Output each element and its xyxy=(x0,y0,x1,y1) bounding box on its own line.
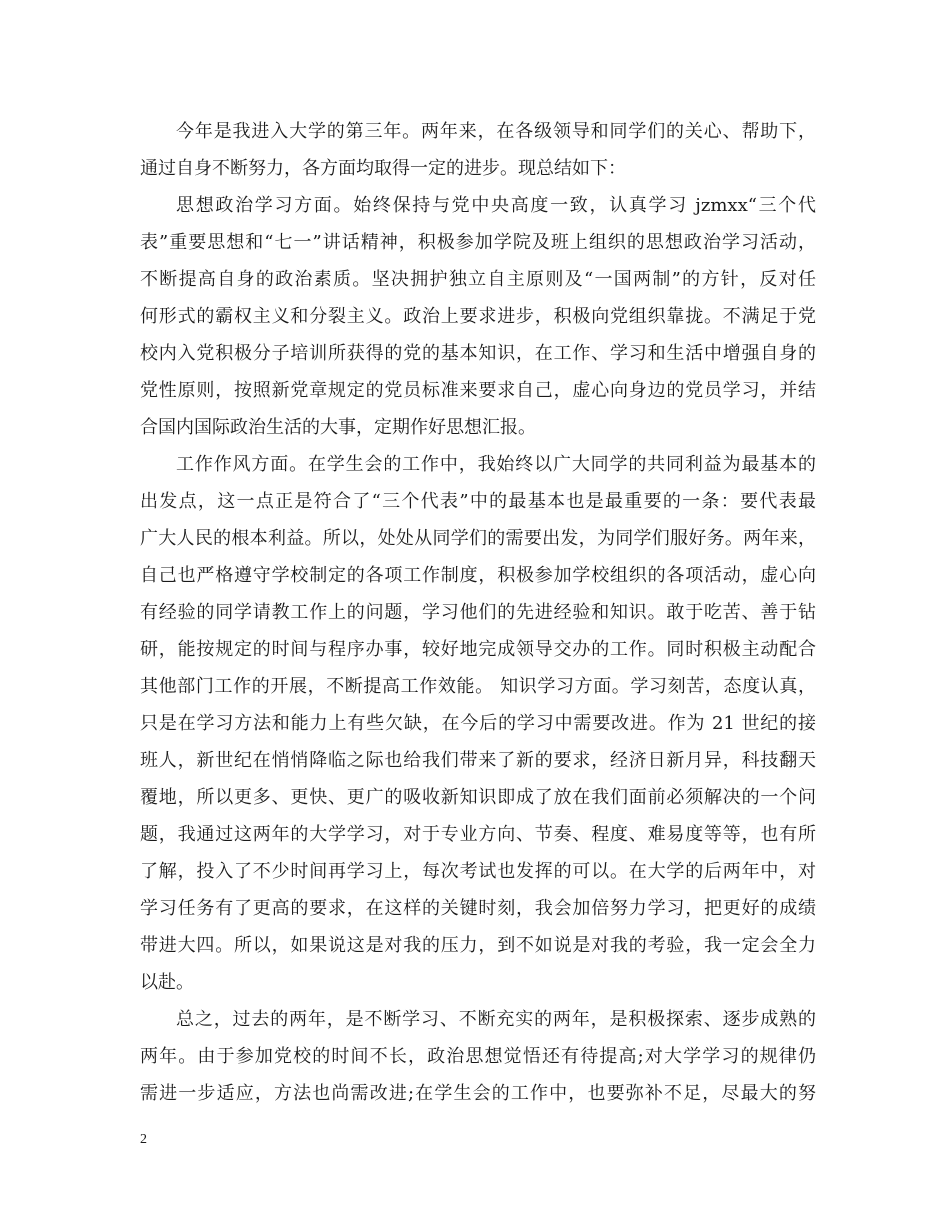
text-line: 不断提高自身的政治素质。坚决拥护独立自主原则及“一国两制”的方针，反对任 xyxy=(140,269,816,290)
text-line: 研，能按规定的时间与程序办事，较好地完成领导交办的工作。同时积极主动配合 xyxy=(140,639,816,660)
text-line: 通过自身不断努力，各方面均取得一定的进步。现总结如下： xyxy=(140,158,626,179)
text-line: 两年。由于参加党校的时间不长，政治思想觉悟还有待提高;对大学学习的规律仍 xyxy=(140,1046,816,1067)
document-body xyxy=(140,113,816,1112)
text-line: 合国内国际政治生活的大事，定期作好思想汇报。 xyxy=(140,417,536,438)
text-line: 思想政治学习方面。始终保持与党中央高度一致，认真学习 jzmxx“三个代 xyxy=(176,195,816,216)
paragraph xyxy=(140,187,816,446)
text-line: 带进大四。所以，如果说这是对我的压力，到不如说是对我的考验，我一定会全力 xyxy=(140,935,816,956)
text-line: 需进一步适应，方法也尚需改进;在学生会的工作中，也要弥补不足，尽最大的努 xyxy=(140,1083,816,1104)
paragraph xyxy=(140,1001,816,1112)
text-line: 其他部门工作的开展，不断提高工作效能。 知识学习方面。学习刻苦，态度认真， xyxy=(140,676,816,697)
text-line: 学习任务有了更高的要求，在这样的关键时刻，我会加倍努力学习，把更好的成绩 xyxy=(140,898,816,919)
text-line: 出发点，这一点正是符合了“三个代表”中的最基本也是最重要的一条：要代表最 xyxy=(140,491,816,512)
paragraph xyxy=(140,113,816,187)
text-line: 题，我通过这两年的大学学习，对于专业方向、节奏、程度、难易度等等，也有所 xyxy=(140,824,816,845)
text-line: 工作作风方面。在学生会的工作中，我始终以广大同学的共同利益为最基本的 xyxy=(176,454,816,475)
text-line: 何形式的霸权主义和分裂主义。政治上要求进步，积极向党组织靠拢。不满足于党 xyxy=(140,306,816,327)
page-number: 2 xyxy=(140,1132,147,1147)
paragraph xyxy=(140,446,816,1001)
text-line: 以赴。 xyxy=(140,972,194,993)
text-line: 了解，投入了不少时间再学习上，每次考试也发挥的可以。在大学的后两年中，对 xyxy=(140,861,816,882)
text-line: 广大人民的根本利益。所以，处处从同学们的需要出发，为同学们服好务。两年来， xyxy=(140,528,816,549)
text-line: 有经验的同学请教工作上的问题，学习他们的先进经验和知识。敢于吃苦、善于钻 xyxy=(140,602,816,623)
text-line: 党性原则，按照新党章规定的党员标准来要求自己，虚心向身边的党员学习，并结 xyxy=(140,380,816,401)
text-line: 班人，新世纪在悄悄降临之际也给我们带来了新的要求，经济日新月异，科技翻天 xyxy=(140,750,816,771)
text-line: 覆地，所以更多、更快、更广的吸收新知识即成了放在我们面前必须解决的一个问 xyxy=(140,787,816,808)
text-line: 表”重要思想和“七一”讲话精神，积极参加学院及班上组织的思想政治学习活动， xyxy=(140,232,816,253)
text-line: 自己也严格遵守学校制定的各项工作制度，积极参加学校组织的各项活动，虚心向 xyxy=(140,565,816,586)
text-line: 只是在学习方法和能力上有些欠缺，在今后的学习中需要改进。作为 21 世纪的接 xyxy=(140,713,816,734)
text-line: 校内入党积极分子培训所获得的党的基本知识，在工作、学习和生活中增强自身的 xyxy=(140,343,816,364)
text-line: 今年是我进入大学的第三年。两年来，在各级领导和同学们的关心、帮助下， xyxy=(176,121,816,142)
text-line: 总之，过去的两年，是不断学习、不断充实的两年，是积极探索、逐步成熟的 xyxy=(176,1009,816,1030)
